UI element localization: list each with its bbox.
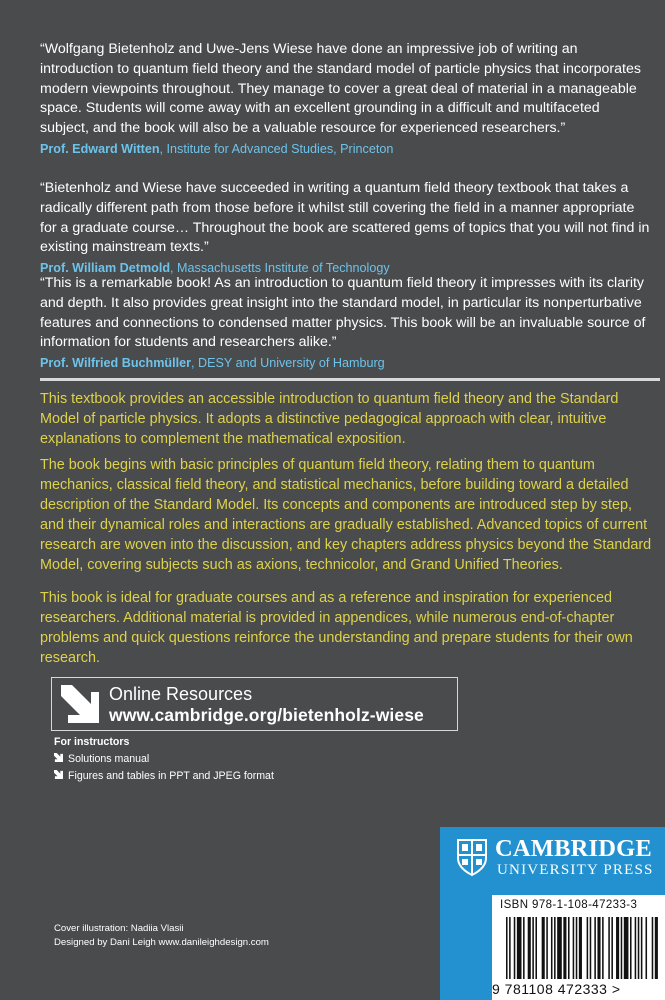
divider (40, 378, 660, 381)
barcode-bar (523, 917, 525, 979)
publisher-subtitle: UNIVERSITY PRESS (497, 862, 654, 878)
quote-affiliation: , Massachusetts Institute of Technology (170, 261, 390, 276)
barcode-bar (597, 917, 600, 979)
barcode-bar (506, 917, 508, 979)
resource-item-label: Figures and tables in PPT and JPEG format (68, 770, 274, 782)
barcode-bar (590, 917, 592, 979)
cambridge-shield-icon (456, 838, 488, 881)
barcode-bar (514, 917, 516, 979)
barcode-bar (594, 917, 596, 979)
endorsement-quote-2 (40, 179, 650, 279)
barcode-bar (652, 917, 654, 979)
barcode-bar (630, 917, 632, 979)
quote-text: “Bietenholz and Wiese have succeeded in writing a quantum field theory textbook that takes a radically different path from those before it whilst still covering the field in a manner appropriate for a graduate course… Throughout the book are scattered gems of topics that you will not find in existing mainstream texts.” (40, 180, 650, 256)
barcode-bar (551, 917, 553, 979)
description-paragraph-1: This textbook provides an accessible introduction to quantum field theory and the Standard Model of particle physics. It adopts a distinctive pedagogical approach with clear, intuitive explanations to complement the mathematical exposition. (40, 391, 619, 447)
barcode-bar (616, 917, 619, 979)
barcode-bar (509, 917, 511, 979)
resource-item-label: Solutions manual (68, 753, 150, 765)
online-resources-box (51, 677, 458, 731)
quote-attribution (40, 140, 650, 160)
design-credit: Designed by Dani Leigh www.danileighdesign.com (54, 937, 269, 948)
barcode-bar (587, 917, 589, 979)
barcode-bar (576, 917, 578, 979)
barcode-bar (554, 917, 556, 979)
barcode-panel (492, 895, 665, 1000)
arrow-bullet-icon (54, 770, 68, 782)
isbn-label: ISBN 978-1-108-47233-3 (500, 899, 638, 911)
online-resources-title: Online Resources (109, 684, 253, 704)
barcode-bar (638, 917, 640, 979)
quote-attribution (40, 354, 650, 374)
quote-author: Prof. Wilfried Buchmüller (40, 356, 192, 371)
barcode-bar (542, 917, 545, 979)
barcode-bar (535, 917, 537, 979)
quote-text: “This is a remarkable book! As an introduction to quantum field theory it impresses with its clarity and depth. It also provides great insight into the standard model, in particular its nonperturbative features and connections to condensed matter physics. This book will be an invaluable source of information for students and researchers alike.” (40, 275, 646, 351)
arrow-bullet-icon (54, 753, 68, 765)
resources-url-link[interactable]: www.cambridge.org/bietenholz-wiese (109, 705, 424, 725)
barcode-bar (646, 917, 648, 979)
barcode-bar (563, 917, 566, 979)
publisher-block (440, 827, 665, 1000)
endorsement-quote-3 (40, 274, 650, 374)
barcode-bar (611, 917, 613, 979)
publisher-name: CAMBRIDGE (495, 835, 652, 862)
barcode-bar (641, 917, 643, 979)
barcode-bar (655, 917, 658, 979)
barcode-bar (528, 917, 531, 979)
barcode-bar (608, 917, 610, 979)
quote-affiliation: , DESY and University of Hamburg (191, 356, 385, 371)
quote-author: Prof. Edward Witten (40, 141, 160, 156)
description-paragraph-3: This book is ideal for graduate courses and as a reference and inspiration for experienced researchers. Additional material is provided in appendices, while numerous end-of-chapter problems and quick questions reinforce the understanding and prepare students for their own research. (40, 590, 633, 666)
quote-text: “Wolfgang Bietenholz and Uwe-Jens Wiese have done an impressive job of writing an introduction to quantum field theory and the standard model of particle physics that incorporates modern viewpoints throughout. They manage to cover a great deal of material in a manageable space. Students will come away with an excellent grounding in a difficult and multifaceted subject, and the book will also be a valuable resource for experienced researchers.” (40, 41, 641, 137)
barcode-bar (557, 917, 562, 979)
barcode (492, 917, 665, 979)
barcode-bar (635, 917, 637, 979)
description-paragraph-2: The book begins with basic principles of quantum field theory, relating them to quantum mechanics, classical field theory, and statistical mechanics, before building toward a detailed description of the Standard Model. Its concepts and components are introduced step by step, and their dynamical roles and interactions are gradually established. Advanced topics of current research are woven into the discussion, and key chapters address physics beyond the Standard Model, covering subjects such as axions, technicolor, and Grand Unified Theories. (40, 457, 652, 573)
instructors-heading: For instructors (54, 736, 130, 748)
barcode-bar (602, 917, 604, 979)
cover-illustration-credit: Cover illustration: Nadiia Vlasii (54, 923, 184, 934)
barcode-bar (532, 917, 534, 979)
arrow-icon (61, 685, 99, 728)
resource-item (54, 753, 149, 765)
barcode-bar (621, 917, 623, 979)
barcode-digits: 9 781108 472333 > (492, 981, 621, 997)
barcode-bar (579, 917, 582, 979)
quote-affiliation: , Institute for Advanced Studies, Princeton (159, 141, 394, 156)
barcode-bar (568, 917, 570, 979)
barcode-bar (624, 917, 629, 979)
barcode-bar (573, 917, 575, 979)
barcode-bar (546, 917, 548, 979)
endorsement-quote-1 (40, 40, 650, 160)
resource-item (54, 770, 274, 782)
quote-author: Prof. William Detmold (40, 261, 171, 276)
barcode-bar (517, 917, 522, 979)
